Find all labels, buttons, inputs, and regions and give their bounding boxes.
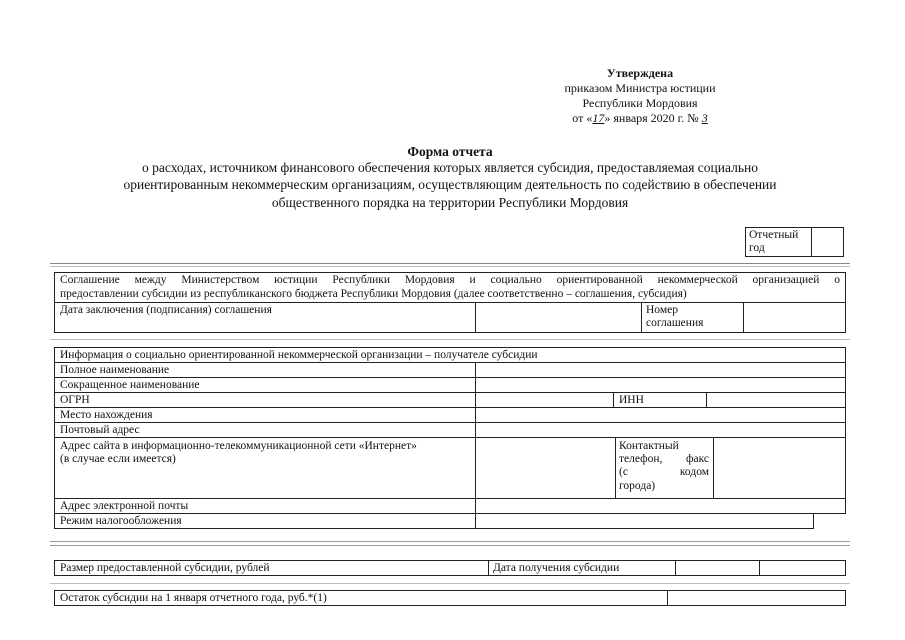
approval-date-suffix: » января 2020 г. №	[604, 111, 699, 125]
form-subtitle	[40, 159, 860, 211]
agreement-text-line-1: Соглашение между Министерством юстиции Республики Мордовия и социально ориентированной некоммерческой организацией о	[60, 274, 840, 286]
org-inn-field[interactable]	[708, 393, 844, 406]
form-subtitle-line-3: общественного порядка на территории Республики Мордовия	[271, 194, 629, 210]
subsidy-balance-field[interactable]	[669, 591, 844, 604]
approval-line-2: Республики Мордовия	[582, 96, 698, 110]
subsidy-amount-field[interactable]	[403, 561, 487, 574]
subsidy-date-field[interactable]	[677, 561, 758, 574]
agreement-text-line-2: предоставлении субсидии из республиканского бюджета Республики Мордовия (далее соответственно – соглашения, субсидия)	[60, 288, 687, 300]
org-postal-field[interactable]	[477, 423, 844, 436]
agreement-number-field[interactable]	[745, 304, 843, 331]
approval-block	[540, 66, 740, 126]
period-value-field[interactable]	[812, 228, 843, 256]
approval-date-line	[540, 111, 740, 126]
org-info-header: Информация о социально ориентированной некоммерческой организации – получателе субсидии	[60, 349, 538, 361]
org-email-field[interactable]	[477, 499, 844, 512]
org-website-label: Адрес сайта в информационно-телекоммуникационной сети «Интернет» (в случае если имеется)	[60, 440, 417, 466]
org-location-label: Место нахождения	[60, 409, 153, 421]
org-tax-field[interactable]	[477, 514, 812, 527]
org-website-field[interactable]	[477, 438, 614, 497]
org-ogrn-field[interactable]	[477, 393, 612, 406]
org-location-field[interactable]	[477, 408, 844, 421]
org-postal-label: Почтовый адрес	[60, 424, 140, 436]
org-short-name-label: Сокращенное наименование	[60, 379, 200, 391]
org-full-name-label: Полное наименование	[60, 364, 170, 376]
subsidy-date-label: Дата получения субсидии	[493, 562, 620, 574]
agreement-date-field[interactable]	[477, 304, 639, 331]
approval-heading: Утверждена	[606, 66, 674, 80]
approval-line-1: приказом Министра юстиции	[564, 81, 716, 95]
org-tax-label: Режим налогообложения	[60, 515, 182, 527]
org-full-name-field[interactable]	[477, 363, 844, 376]
org-email-label: Адрес электронной почты	[60, 500, 189, 512]
approval-date-day: 17	[592, 111, 605, 125]
form-subtitle-line-1: о расходах, источником финансового обеспечения которых является субсидия, предоставляемая социально	[142, 160, 758, 175]
form-title: Форма отчета	[407, 144, 493, 159]
period-label: Отчетный год	[749, 229, 799, 255]
approval-number: 3	[701, 111, 708, 125]
org-ogrn-label: ОГРН	[60, 394, 90, 406]
org-short-name-field[interactable]	[477, 378, 844, 391]
subsidy-balance-label: Остаток субсидии на 1 января отчетного года, руб.*(1)	[60, 592, 327, 604]
approval-date-prefix: от «	[572, 111, 593, 125]
agreement-number-label: Номер соглашения	[646, 304, 704, 330]
org-inn-label: ИНН	[619, 394, 644, 406]
subsidy-amount-label: Размер предоставленной субсидии, рублей	[60, 562, 270, 574]
org-contact-field[interactable]	[715, 438, 844, 497]
org-contact-label: Контактный телефон, факс (с кодом города)	[619, 440, 709, 492]
form-subtitle-line-2: ориентированным некоммерческим организациям, осуществляющим деятельность по содействию в обеспечении	[123, 177, 777, 193]
agreement-date-label: Дата заключения (подписания) соглашения	[60, 304, 272, 316]
